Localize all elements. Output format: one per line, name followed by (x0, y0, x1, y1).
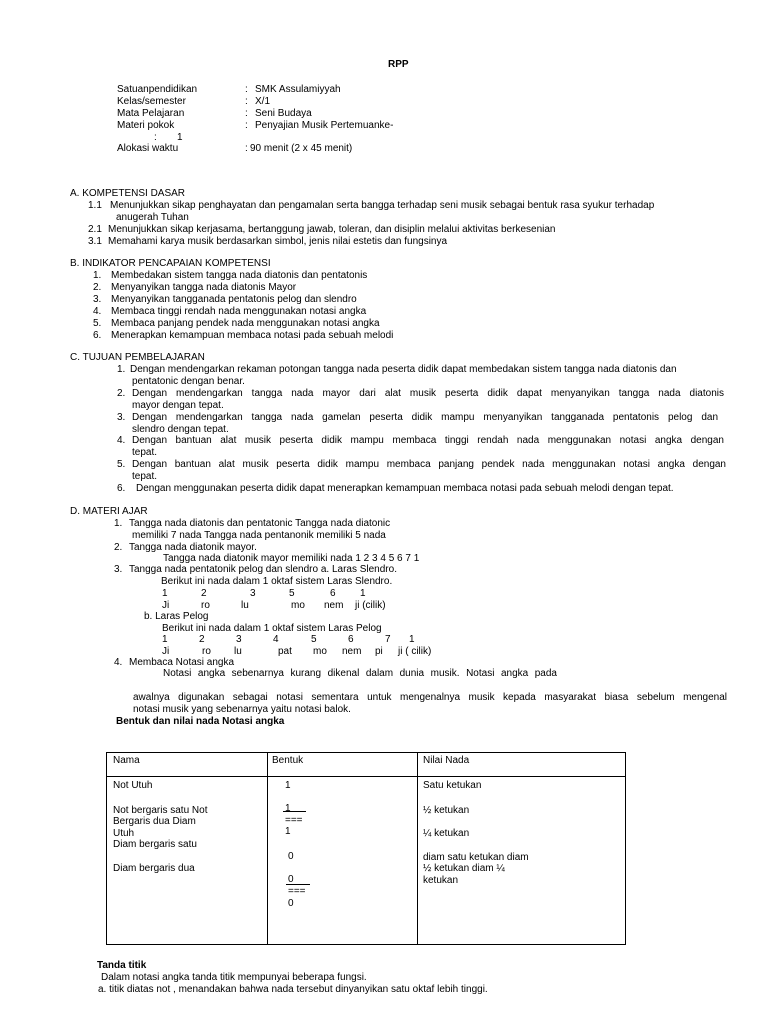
table-cell-bentuk: 1 (285, 826, 291, 837)
item-text: Dengan bantuan alat musik peserta didik mampu membaca panjang pendek nada menggunakan notasi angka dengan (132, 459, 726, 470)
slendro-intro: Berikut ini nada dalam 1 oktaf sistem Laras Slendro. (161, 576, 393, 587)
identity-label: Mata Pelajaran (117, 108, 185, 119)
table-cell-nama: Not Utuh (113, 780, 153, 791)
slendro-name: ji (cilik) (355, 600, 386, 611)
item-number: 2. (93, 282, 102, 293)
item-number: 3. (114, 564, 123, 575)
table-cell-nilai: Satu ketukan (423, 780, 482, 791)
pelog-name: Ji (162, 646, 170, 657)
item-text-continued: tepat. (132, 447, 158, 458)
identity-label: Satuanpendidikan (117, 84, 198, 95)
item-text: Dengan bantuan alat musik peserta didik mampu membaca tinggi rendah nada menggunakan notasi angka dengan (132, 435, 724, 446)
item-text: Membaca panjang pendek nada menggunakan notasi angka (111, 318, 380, 329)
pelog-name: pat (278, 646, 292, 657)
item-text-continued: anugerah Tuhan (116, 212, 189, 223)
item-number: 6. (93, 330, 102, 341)
item-text: Dengan mendengarkan tangga nada mayor dari alat musik peserta didik dapat menyanyikan tangga nada diatonis (132, 388, 724, 399)
item-number: 1.1 (88, 200, 102, 211)
table-column-divider (267, 753, 268, 944)
pelog-name: mo (313, 646, 327, 657)
item-number: 6. (117, 483, 126, 494)
slendro-number: 5 (289, 588, 295, 599)
slendro-name: Ji (162, 600, 170, 611)
pelog-number: 6 (348, 634, 354, 645)
table-header-nama: Nama (113, 755, 140, 766)
table-header-divider (107, 776, 625, 777)
slendro-name: lu (241, 600, 249, 611)
item-number: 1. (114, 518, 123, 529)
item-text: Menyanyikan tangganada pentatonis pelog dan slendro (111, 294, 357, 305)
identity-value: Penyajian Musik Pertemuanke- (255, 120, 394, 131)
table-cell-nama: Diam bergaris satu (113, 839, 197, 850)
pelog-name: ji ( cilik) (398, 646, 432, 657)
identity-separator: : (245, 120, 248, 131)
slendro-name: mo (291, 600, 305, 611)
item-text-continued: awalnya digunakan sebagai notasi sementara untuk mengenalnya musik kepada masyarakat biasa sebelum mengenal (133, 692, 727, 703)
table-cell-nilai: ¼ ketukan (423, 828, 470, 839)
item-text: Dengan menggunakan peserta didik dapat menerapkan kemampuan membaca notasi pada sebuah melodi dengan tepat. (136, 483, 674, 494)
table-title: Bentuk dan nilai nada Notasi angka (116, 716, 285, 727)
item-text: Menunjukkan sikap kerjasama, bertanggung jawab, toleran, dan disiplin melalui aktivitas berkesenian (108, 224, 556, 235)
pelog-name: ro (202, 646, 211, 657)
table-cell-nilai: ketukan (423, 875, 459, 886)
table-cell-nama: Diam bergaris dua (113, 863, 195, 874)
item-text-continued: tepat. (132, 471, 158, 482)
item-number: 3.1 (88, 236, 102, 247)
identity-separator: : (245, 143, 248, 154)
identity-separator: : (154, 132, 157, 143)
underline-single (283, 811, 306, 812)
table-header-nilai: Nilai Nada (423, 755, 470, 766)
pelog-number: 2 (199, 634, 205, 645)
identity-separator: : (245, 96, 248, 107)
item-text-continued: slendro dengan tepat. (132, 424, 229, 435)
pelog-name: nem (342, 646, 362, 657)
table-cell-nama: Not bergaris satu Not (113, 805, 208, 816)
table-cell-nilai: diam satu ketukan diam (423, 852, 529, 863)
identity-value: Seni Budaya (255, 108, 312, 119)
item-text: Menyanyikan tangga nada diatonis Mayor (111, 282, 297, 293)
tanda-titik-text: a. titik diatas not , menandakan bahwa nada tersebut dinyanyikan satu oktaf lebih tinggi. (98, 984, 488, 995)
identity-label: Alokasi waktu (117, 143, 179, 154)
item-text: Membaca tinggi rendah nada menggunakan notasi angka (111, 306, 367, 317)
item-text: Membaca Notasi angka (129, 657, 235, 668)
item-text: Tangga nada pentatonik pelog dan slendro a. Laras Slendro. (129, 564, 397, 575)
item-text: Membedakan sistem tangga nada diatonis dan pentatonis (111, 270, 368, 281)
table-header-bentuk: Bentuk (272, 755, 304, 766)
item-number: 1. (93, 270, 102, 281)
item-text-continued: notasi musik yang sebenarnya yaitu notasi balok. (133, 704, 351, 715)
slendro-number: 6 (330, 588, 336, 599)
table-cell-nilai: ½ ketukan diam ¼ (423, 863, 505, 874)
pelog-heading: b. Laras Pelog (144, 611, 209, 622)
item-text-continued: Tangga nada diatonik mayor memiliki nada 1 2 3 4 5 6 7 1 (163, 553, 420, 564)
pelog-number: 3 (236, 634, 242, 645)
item-number: 4. (117, 435, 126, 446)
underline-single (286, 884, 310, 885)
item-number: 4. (114, 657, 123, 668)
table-cell-nama: Utuh (113, 828, 135, 839)
table-cell-bentuk: === (285, 815, 303, 826)
notasi-angka-table (106, 752, 626, 945)
slendro-number: 2 (201, 588, 207, 599)
item-text: Dengan mendengarkan tangga nada gamelan peserta didik mampu menyanyikan tangganada pentatonis pelog dan (132, 412, 718, 423)
identity-separator: : (245, 108, 248, 119)
table-cell-bentuk: 1 (285, 780, 291, 791)
item-number: 4. (93, 306, 102, 317)
pelog-number: 7 (385, 634, 391, 645)
item-text: Menerapkan kemampuan membaca notasi pada sebuah melodi (111, 330, 394, 341)
pelog-number: 4 (273, 634, 279, 645)
item-number: 2. (117, 388, 126, 399)
table-cell-nilai: ½ ketukan (423, 805, 470, 816)
section-heading: D. MATERI AJAR (70, 506, 148, 517)
slendro-name: nem (324, 600, 344, 611)
item-text: Dengan mendengarkan rekaman potongan tangga nada peserta didik dapat membedakan sistem tangga nada diatonis dan (130, 364, 677, 375)
pelog-name: pi (375, 646, 383, 657)
table-cell-bentuk: 0 (288, 898, 294, 909)
pelog-number: 1 (162, 634, 168, 645)
item-text: Memahami karya musik berdasarkan simbol, jenis nilai estetis dan fungsinya (108, 236, 448, 247)
slendro-number: 3 (250, 588, 256, 599)
item-number: 5. (93, 318, 102, 329)
table-cell-bentuk: 0 (288, 874, 294, 885)
item-number: 2. (114, 542, 123, 553)
item-number: 2.1 (88, 224, 102, 235)
table-cell-bentuk: === (288, 886, 306, 897)
tanda-titik-text: Dalam notasi angka tanda titik mempunyai beberapa fungsi. (101, 972, 367, 983)
table-cell-nama: Bergaris dua Diam (113, 816, 196, 827)
item-number: 3. (117, 412, 126, 423)
item-text: Tangga nada diatonis dan pentatonic Tangga nada diatonic (129, 518, 391, 529)
slendro-name: ro (201, 600, 210, 611)
identity-label: Materi pokok (117, 120, 175, 131)
slendro-number: 1 (360, 588, 366, 599)
table-cell-bentuk: 1 (285, 803, 291, 814)
page-title: RPP (388, 59, 409, 70)
identity-separator: : (245, 84, 248, 95)
pelog-number: 1 (409, 634, 415, 645)
item-text-continued: pentatonic dengan benar. (132, 376, 245, 387)
identity-value: SMK Assulamiyyah (255, 84, 341, 95)
tanda-titik-heading: Tanda titik (97, 960, 147, 971)
section-heading: A. KOMPETENSI DASAR (70, 188, 186, 199)
item-text-continued: memiliki 7 nada Tangga nada pentanonik memiliki 5 nada (132, 530, 386, 541)
item-text: Menunjukkan sikap penghayatan dan pengamalan serta bangga terhadap seni musik sebagai bentuk rasa syukur terhadap (110, 200, 655, 211)
item-number: 3. (93, 294, 102, 305)
slendro-number: 1 (162, 588, 168, 599)
pelog-number: 5 (311, 634, 317, 645)
section-heading: C. TUJUAN PEMBELAJARAN (70, 352, 205, 363)
section-heading: B. INDIKATOR PENCAPAIAN KOMPETENSI (70, 258, 271, 269)
table-column-divider (417, 753, 418, 944)
item-text: Tangga nada diatonik mayor. (129, 542, 257, 553)
item-number: 1. (117, 364, 126, 375)
item-text-continued: mayor dengan tepat. (132, 400, 224, 411)
item-text-continued: Notasi angka sebenarnya kurang dikenal dalam dunia musik. Notasi angka pada (163, 668, 557, 679)
identity-value: X/1 (255, 96, 271, 107)
pelog-intro: Berikut ini nada dalam 1 oktaf sistem Laras Pelog (162, 623, 382, 634)
identity-value: 90 menit (2 x 45 menit) (250, 143, 353, 154)
item-number: 5. (117, 459, 126, 470)
pelog-name: lu (234, 646, 242, 657)
identity-label: Kelas/semester (117, 96, 186, 107)
table-cell-bentuk: 0 (288, 851, 294, 862)
identity-value: 1 (177, 132, 183, 143)
